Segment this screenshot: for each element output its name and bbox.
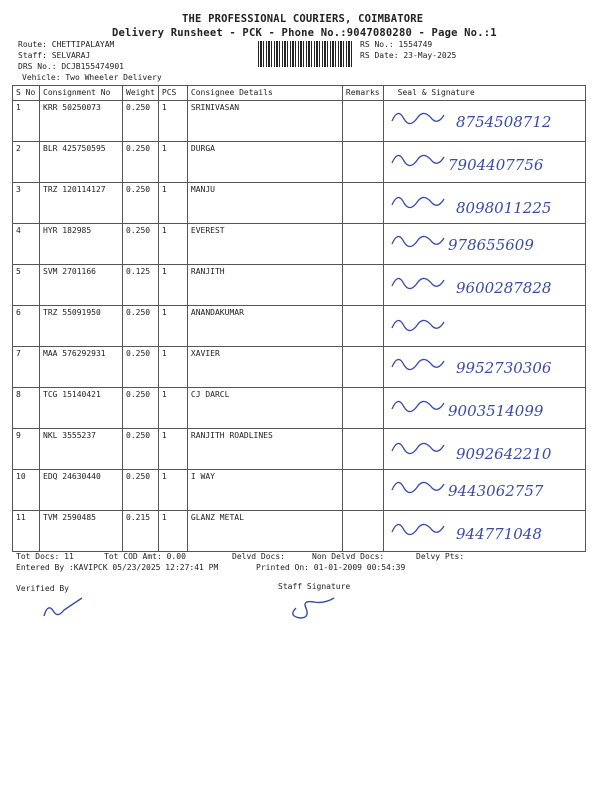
verified-signature (36, 592, 96, 624)
pcs-cell: 1 (158, 183, 187, 224)
col-consignee: Consignee Details (187, 86, 342, 101)
consignee-cell: EVEREST (187, 224, 342, 265)
pcs-cell: 1 (158, 470, 187, 511)
sno-cell: 8 (13, 388, 40, 429)
pcs-cell: 1 (158, 388, 187, 429)
signature-cell (383, 142, 585, 183)
phone-number-text: 9952730306 (455, 359, 552, 377)
verified-by-label: Verified By (16, 584, 69, 593)
signature-cell (383, 183, 585, 224)
consignment-no-cell: KRR 50250073 (40, 101, 123, 142)
runsheet-table (12, 85, 586, 552)
rs-number: RS No.: 1554749 (360, 40, 433, 49)
signature-cell (383, 306, 585, 347)
table-row (13, 306, 586, 347)
remarks-cell (342, 306, 383, 347)
table-row (13, 388, 586, 429)
handwritten-signature (384, 183, 599, 224)
consignment-no-cell: TCG 15140421 (40, 388, 123, 429)
pcs-cell: 1 (158, 429, 187, 470)
phone-number-text: 8754508712 (455, 113, 552, 131)
table-row (13, 511, 586, 552)
vehicle: Vehicle: Two Wheeler Delivery (22, 73, 162, 82)
handwritten-signature (384, 388, 599, 429)
phone-number-text: 8098011225 (455, 199, 552, 217)
consignee-cell: RANJITH ROADLINES (187, 429, 342, 470)
weight-cell: 0.250 (123, 183, 159, 224)
signature-cell (383, 511, 585, 552)
consignment-no-cell: TVM 2590485 (40, 511, 123, 552)
sno-cell: 11 (13, 511, 40, 552)
handwritten-signature (384, 142, 599, 183)
consignment-no-cell: NKL 3555237 (40, 429, 123, 470)
weight-cell: 0.250 (123, 224, 159, 265)
consignment-no-cell: SVM 2701166 (40, 265, 123, 306)
consignment-no-cell: TRZ 55091950 (40, 306, 123, 347)
remarks-cell (342, 470, 383, 511)
weight-cell: 0.250 (123, 388, 159, 429)
consignee-cell: DURGA (187, 142, 342, 183)
remarks-cell (342, 511, 383, 552)
printed-on: Printed On: 01-01-2009 00:54:39 (256, 563, 406, 572)
sno-cell: 7 (13, 347, 40, 388)
phone-number-text: 9443062757 (447, 482, 544, 500)
remarks-cell (342, 347, 383, 388)
consignee-cell: SRINIVASAN (187, 101, 342, 142)
handwritten-signature (384, 470, 599, 511)
phone-number-text: 9092642210 (455, 445, 552, 463)
sno-cell: 2 (13, 142, 40, 183)
pcs-cell: 1 (158, 306, 187, 347)
table-row (13, 265, 586, 306)
sno-cell: 10 (13, 470, 40, 511)
consignment-no-cell: HYR 182985 (40, 224, 123, 265)
handwritten-signature (384, 224, 599, 265)
drs-number: DRS No.: DCJB155474901 (18, 62, 124, 71)
sno-cell: 9 (13, 429, 40, 470)
consignment-no-cell: BLR 425750595 (40, 142, 123, 183)
rs-date: RS Date: 23-May-2025 (360, 51, 457, 60)
pcs-cell: 1 (158, 101, 187, 142)
weight-cell: 0.215 (123, 511, 159, 552)
remarks-cell (342, 429, 383, 470)
pcs-cell: 1 (158, 347, 187, 388)
total-cod: Tot COD Amt: 0.00 (104, 552, 186, 561)
company-title: THE PROFESSIONAL COURIERS, COIMBATORE (182, 13, 424, 25)
sno-cell: 3 (13, 183, 40, 224)
table-row (13, 470, 586, 511)
sno-cell: 4 (13, 224, 40, 265)
phone-number-text: 944771048 (455, 525, 542, 543)
weight-cell: 0.250 (123, 470, 159, 511)
total-docs: Tot Docs: 11 (16, 552, 74, 561)
signature-cell (383, 265, 585, 306)
handwritten-signature (384, 101, 599, 142)
weight-cell: 0.250 (123, 101, 159, 142)
col-sno: S No (13, 86, 40, 101)
pcs-cell: 1 (158, 224, 187, 265)
handwritten-signature (384, 265, 599, 306)
remarks-cell (342, 265, 383, 306)
signature-cell (383, 429, 585, 470)
route: Route: CHETTIPALAYAM (18, 40, 115, 49)
signature-cell (383, 388, 585, 429)
signature-cell (383, 224, 585, 265)
remarks-cell (342, 142, 383, 183)
signature-cell (383, 101, 585, 142)
weight-cell: 0.125 (123, 265, 159, 306)
remarks-cell (342, 183, 383, 224)
consignee-cell: ANANDAKUMAR (187, 306, 342, 347)
weight-cell: 0.250 (123, 347, 159, 388)
consignee-cell: MANJU (187, 183, 342, 224)
delivery-points: Delvy Pts: (416, 552, 465, 561)
remarks-cell (342, 101, 383, 142)
handwritten-signature (384, 429, 599, 470)
col-pcs: PCS (158, 86, 187, 101)
consignment-no-cell: TRZ 120114127 (40, 183, 123, 224)
staff-signature-label: Staff Signature (278, 582, 351, 591)
table-row (13, 183, 586, 224)
handwritten-signature (384, 511, 599, 552)
runsheet-title: Delivery Runsheet - PCK - Phone No.:9047080280 - Page No.:1 (112, 27, 497, 39)
sno-cell: 1 (13, 101, 40, 142)
staff-signature (284, 588, 344, 622)
table-row (13, 101, 586, 142)
consignee-cell: XAVIER (187, 347, 342, 388)
entered-by: Entered By :KAVIPCK 05/23/2025 12:27:41 PM (16, 563, 219, 572)
handwritten-signature (384, 347, 599, 388)
handwritten-signature (384, 306, 599, 347)
table-row (13, 142, 586, 183)
weight-cell: 0.250 (123, 429, 159, 470)
consignment-no-cell: MAA 576292931 (40, 347, 123, 388)
consignment-no-cell: EDQ 24630440 (40, 470, 123, 511)
phone-number-text: 9600287828 (455, 279, 552, 297)
phone-number-text: 7904407756 (447, 156, 544, 174)
consignee-cell: CJ DARCL (187, 388, 342, 429)
remarks-cell (342, 388, 383, 429)
col-remarks: Remarks (342, 86, 383, 101)
phone-number-text: 9003514099 (447, 402, 544, 420)
signature-cell (383, 347, 585, 388)
consignee-cell: GLANZ METAL (187, 511, 342, 552)
weight-cell: 0.250 (123, 306, 159, 347)
signature-cell (383, 470, 585, 511)
table-row (13, 224, 586, 265)
table-row (13, 347, 586, 388)
col-weight: Weight (123, 86, 159, 101)
pcs-cell: 1 (158, 265, 187, 306)
consignee-cell: RANJITH (187, 265, 342, 306)
sno-cell: 6 (13, 306, 40, 347)
pcs-cell: 1 (158, 511, 187, 552)
col-consignment: Consignment No (40, 86, 123, 101)
col-signature: Seal & Signature (383, 86, 585, 101)
table-row (13, 429, 586, 470)
delivered-docs: Delvd Docs: (232, 552, 285, 561)
table-header-row (13, 86, 586, 101)
staff: Staff: SELVARAJ (18, 51, 91, 60)
pcs-cell: 1 (158, 142, 187, 183)
weight-cell: 0.250 (123, 142, 159, 183)
consignee-cell: I WAY (187, 470, 342, 511)
sno-cell: 5 (13, 265, 40, 306)
remarks-cell (342, 224, 383, 265)
phone-number-text: 978655609 (447, 236, 534, 254)
barcode (258, 41, 354, 67)
non-delivered-docs: Non Delvd Docs: (312, 552, 385, 561)
